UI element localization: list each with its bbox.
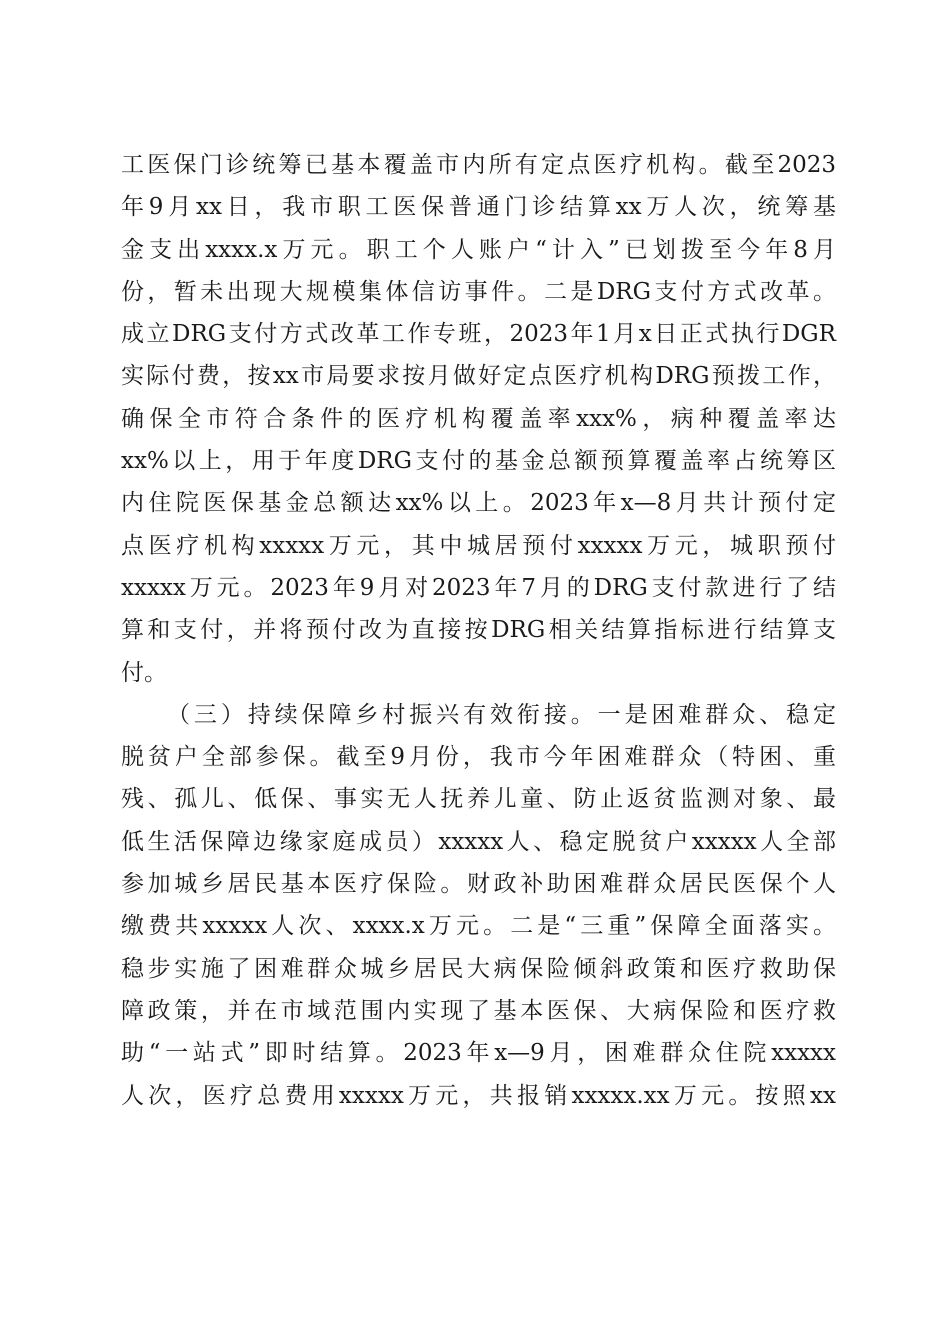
- text-line: 人次，医疗总费用xxxxx万元，共报销xxxxx.xx万元。按照xx: [121, 1082, 836, 1109]
- text-line: 工医保门诊统筹已基本覆盖市内所有定点医疗机构。截至2023: [121, 152, 836, 178]
- text-line: 份，暂未出现大规模集体信访事件。二是DRG支付方式改革。: [121, 278, 836, 305]
- text-line: 实际付费，按xx市局要求按月做好定点医疗机构DRG预拨工作，: [121, 363, 836, 390]
- text-line: 参加城乡居民基本医疗保险。财政补助困难群众居民医保个人: [121, 871, 836, 898]
- section-heading-line: （三）持续保障乡村振兴有效衔接。一是困难群众、稳定: [167, 701, 836, 728]
- body-text: [121, 144, 836, 1117]
- text-line: 残、孤儿、低保、事实无人抚养儿童、防止返贫监测对象、最: [121, 786, 836, 813]
- text-line: 内住院医保基金总额达xx%以上。2023年x—8月共计预付定: [121, 490, 836, 517]
- text-line: 障政策，并在市域范围内实现了基本医保、大病保险和医疗救: [121, 997, 836, 1024]
- text-line: 低生活保障边缘家庭成员）xxxxx人、稳定脱贫户xxxxx人全部: [121, 828, 836, 855]
- text-line: 付。: [121, 659, 167, 686]
- text-line: xx%以上，用于年度DRG支付的基金总额预算覆盖率占统筹区: [121, 448, 836, 475]
- text-line: 缴费共xxxxx人次、xxxx.x万元。二是“三重”保障全面落实。: [121, 913, 836, 940]
- text-line: 点医疗机构xxxxx万元，其中城居预付xxxxx万元，城职预付: [121, 532, 836, 559]
- text-line: 成立DRG支付方式改革工作专班，2023年1月x日正式执行DGR: [121, 321, 836, 348]
- text-line: 确保全市符合条件的医疗机构覆盖率xxx%，病种覆盖率达: [121, 405, 836, 432]
- text-line: 算和支付，并将预付改为直接按DRG相关结算指标进行结算支: [121, 617, 836, 644]
- text-line: 脱贫户全部参保。截至9月份，我市今年困难群众（特困、重: [121, 744, 836, 771]
- text-line: 稳步实施了困难群众城乡居民大病保险倾斜政策和医疗救助保: [121, 955, 836, 982]
- text-line: 金支出xxxx.x万元。职工个人账户“计入”已划拨至今年8月: [121, 236, 836, 263]
- text-line: 年9月xx日，我市职工医保普通门诊结算xx万人次，统筹基: [121, 194, 836, 221]
- text-line: xxxxx万元。2023年9月对2023年7月的DRG支付款进行了结: [121, 574, 836, 601]
- text-line: 助“一站式”即时结算。2023年x—9月，困难群众住院xxxxx: [121, 1040, 836, 1067]
